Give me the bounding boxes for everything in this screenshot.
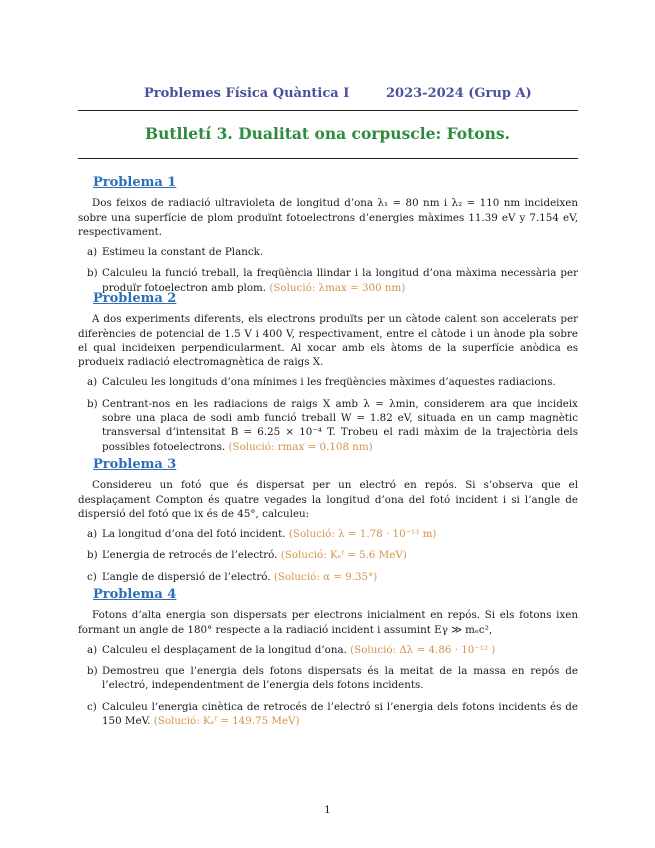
subquestion-text: Calculeu la funció treball, la freqüència llindar i la longitud d’ona màxima necessària per produïr fotoelectron amb plom. bbox=[102, 267, 578, 294]
subquestion-label: b) bbox=[87, 665, 98, 678]
problem-statement: A dos experiments diferents, els electrons produïts per un càtode calent son accelerats per diferències de potencial de 1.5 V i 400 V, respectivament, entre el càtode i un ànode pla sobre el qual incideixen perpendicularment. Al xocar amb els àtoms de la superfície anòdica es produeix radiació electromagnètica de raigs X. bbox=[78, 313, 578, 369]
subquestion-label: b) bbox=[87, 397, 98, 410]
problem-title: Problema 2 bbox=[93, 291, 177, 306]
solution-text: (Solució: λ = 1.78 · 10⁻¹³ m) bbox=[288, 528, 437, 541]
subquestion bbox=[78, 548, 578, 562]
subquestion-list bbox=[78, 245, 578, 295]
header-rule bbox=[78, 110, 578, 111]
problem-4 bbox=[78, 588, 578, 735]
subquestion-text: Calculeu el desplaçament de la longitud d’ona. bbox=[102, 643, 347, 656]
page-number: 1 bbox=[324, 804, 331, 816]
subquestion-text: Estimeu la constant de Planck. bbox=[102, 246, 264, 259]
subquestion-text: L’energia de retrocés de l’electró. bbox=[102, 549, 278, 562]
page-header bbox=[0, 86, 655, 106]
title-rule bbox=[78, 158, 578, 159]
subquestion-label: c) bbox=[87, 570, 97, 583]
academic-term: 2023-2024 (Grup A) bbox=[386, 86, 532, 101]
subquestion-label: a) bbox=[87, 246, 98, 259]
course-name: Problemes Física Quàntica I bbox=[144, 86, 350, 101]
solution-text: (Solució: α = 9.35°) bbox=[273, 570, 378, 583]
subquestion-list bbox=[78, 527, 578, 584]
subquestion bbox=[78, 643, 578, 657]
subquestion-text: Calculeu l’energia cinètica de retrocés de l’electró si l’energia dels fotons incidents és de 150 MeV. bbox=[102, 700, 578, 728]
problem-1 bbox=[78, 176, 578, 302]
subquestion-label: b) bbox=[87, 549, 98, 562]
subquestion bbox=[78, 570, 578, 584]
document-title: Butlletí 3. Dualitat ona corpuscle: Fotons. bbox=[145, 124, 510, 143]
subquestion-label: a) bbox=[87, 528, 98, 541]
problem-title: Problema 3 bbox=[93, 457, 177, 472]
subquestion-label: a) bbox=[87, 376, 98, 389]
subquestion-text: Centrant-nos en les radiacions de raigs X amb λ = λmin, considerem ara que incideix sobre una placa de sodi amb funció treball W = 1.82 eV, situada en un camp magnètic transversal d’intensitat B = 6.25 × 10⁻⁴ T. Trobeu el radi màxim de la trajectòria dels possibles fotoelectrons. bbox=[102, 397, 578, 453]
subquestion bbox=[78, 397, 578, 454]
solution-text: (Solució: Kₑᶠ = 5.6 MeV) bbox=[280, 549, 407, 562]
solution-text: (Solució: Δλ = 4.86 · 10⁻¹² ) bbox=[350, 643, 496, 656]
problem-2 bbox=[78, 292, 578, 461]
problem-statement: Considereu un fotó que és dispersat per un electró en repós. Si s’observa que el desplaçament Compton és quatre vegades la longitud d’ona del fotó incident i si l’angle de dispersió del fotó que ix és de 45°, calculeu: bbox=[78, 479, 578, 520]
subquestion-text: L’angle de dispersió de l’electró. bbox=[102, 570, 271, 583]
problem-title: Problema 4 bbox=[93, 587, 177, 602]
subquestion bbox=[78, 700, 578, 729]
subquestion-label: b) bbox=[87, 267, 98, 280]
subquestion bbox=[78, 527, 578, 541]
solution-text: (Solució: Kₑᶠ = 149.75 MeV) bbox=[153, 715, 300, 728]
solution-text: (Solució: rmax = 0.108 nm) bbox=[228, 440, 373, 453]
subquestion-list bbox=[78, 375, 578, 453]
subquestion bbox=[78, 375, 578, 389]
problem-statement: Dos feixos de radiació ultravioleta de longitud d’ona λ₁ = 80 nm i λ₂ = 110 nm incideixen sobre una superfície de plom produïnt fotoelectrons d’energies màximes 11.39 eV y 7.154 eV, respectivament. bbox=[78, 197, 578, 238]
problem-3 bbox=[78, 458, 578, 591]
subquestion-text: Demostreu que l’energia dels fotons dispersats és la meitat de la massa en repós de l’electró, independentment de l’energia dels fotons incidents. bbox=[102, 665, 578, 692]
problem-statement: Fotons d’alta energia son dispersats per electrons inicialment en repós. Si els fotons ixen formant un angle de 180° respecte a la radiació incident i assumint Eγ ≫ mₑc², bbox=[78, 609, 578, 636]
subquestion-text: Calculeu les longituds d’ona mínimes i les freqüències màximes d’aquestes radiacions. bbox=[102, 376, 556, 389]
subquestion-label: a) bbox=[87, 643, 98, 656]
subquestion bbox=[78, 664, 578, 693]
subquestion-text: La longitud d’ona del fotó incident. bbox=[102, 528, 286, 541]
problem-title: Problema 1 bbox=[93, 175, 177, 190]
solution-text: (Solució: λmax = 300 nm) bbox=[269, 281, 406, 294]
subquestion bbox=[78, 245, 578, 259]
subquestion-label: c) bbox=[87, 700, 97, 713]
subquestion-list bbox=[78, 643, 578, 728]
